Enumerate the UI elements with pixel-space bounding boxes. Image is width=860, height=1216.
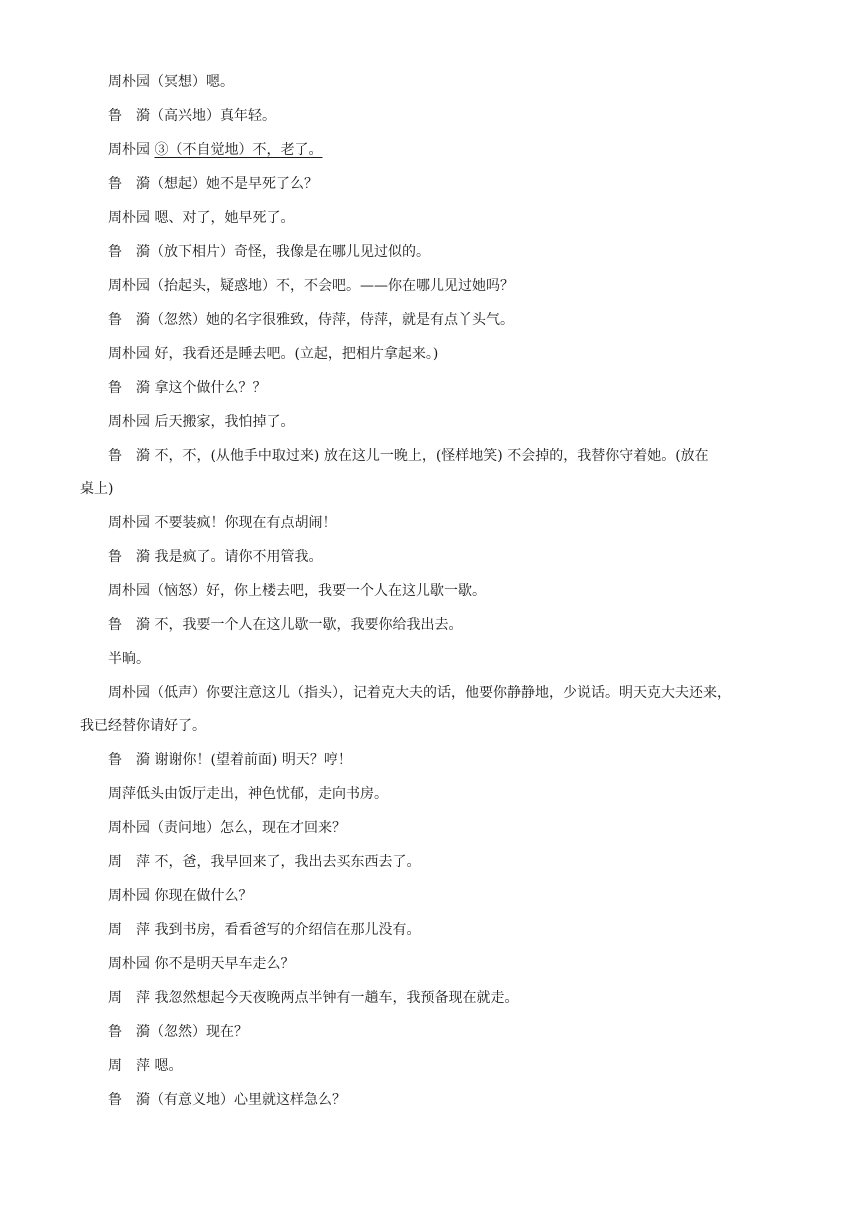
script-line: 鲁 漪（忽然）现在？ — [108, 1024, 248, 1040]
script-line: 周 萍 我忽然想起今天夜晚两点半钟有一趟车，我预备现在就走。 — [108, 990, 519, 1006]
script-line: 周 萍 我到书房，看看爸写的介绍信在那儿没有。 — [108, 922, 421, 938]
script-line: 周朴园 好，我看还是睡去吧。(立起，把相片拿起来。) — [108, 346, 439, 362]
script-line: 周朴园 你现在做什么？ — [108, 888, 253, 904]
script-line: 周朴园 你不是明天早车走么？ — [108, 956, 295, 972]
script-line: 鲁 漪（忽然）她的名字很雅致，侍萍，侍萍，就是有点丫头气。 — [108, 312, 514, 328]
stage-direction: 周萍低头由饭厅走出，神色忧郁，走向书房。 — [108, 786, 388, 802]
script-line: 周朴园（冥想）嗯。 — [108, 74, 234, 90]
script-line: 周 萍 不，爸，我早回来了，我出去买东西去了。 — [108, 854, 421, 870]
script-line-continuation: 桌上) — [80, 481, 114, 497]
stage-direction: 半晌。 — [108, 651, 150, 667]
script-line: 鲁 漪（放下相片）奇怪，我像是在哪儿见过似的。 — [108, 244, 430, 260]
speaker-text: 周朴园 — [108, 142, 155, 158]
script-line — [108, 141, 322, 159]
script-line: 周朴园 嗯、对了，她早死了。 — [108, 210, 295, 226]
script-line: 周朴园 后天搬家，我怕掉了。 — [108, 414, 295, 430]
script-line: 鲁 漪 谢谢你！(望着前面) 明天？哼！ — [108, 752, 352, 768]
script-line: 鲁 漪（高兴地）真年轻。 — [108, 108, 276, 124]
script-line: 鲁 漪 不，我要一个人在这儿歇一歇，我要你给我出去。 — [108, 617, 463, 633]
script-line-continuation: 我已经替你请好了。 — [80, 718, 206, 734]
script-line: 周朴园（恼怒）好，你上楼去吧，我要一个人在这儿歇一歇。 — [108, 583, 486, 599]
script-line: 鲁 漪 不，不，(从他手中取过来) 放在这儿一晚上，(怪样地笑) 不会掉的，我替你守着她。(放在 — [108, 448, 709, 464]
script-line: 周 萍 嗯。 — [108, 1058, 183, 1074]
script-line: 周朴园（抬起头，疑惑地）不，不会吧。——你在哪儿见过她吗？ — [108, 278, 514, 294]
script-line: 周朴园 不要装疯！你现在有点胡闹！ — [108, 515, 337, 531]
script-line: 鲁 漪 我是疯了。请你不用管我。 — [108, 549, 323, 565]
script-line: 周朴园（责问地）怎么，现在才回来？ — [108, 820, 346, 836]
script-line: 周朴园（低声）你要注意这儿（指头），记着克大夫的话，他要你静静地，少说话。明天克大夫还来， — [108, 685, 731, 701]
script-line: 鲁 漪 拿这个做什么？？ — [108, 380, 267, 396]
underlined-annotation-3: ③（不自觉地）不，老了。 — [154, 142, 323, 158]
script-line: 鲁 漪（有意义地）心里就这样急么？ — [108, 1092, 346, 1108]
script-line: 鲁 漪（想起）她不是早死了么？ — [108, 176, 318, 192]
